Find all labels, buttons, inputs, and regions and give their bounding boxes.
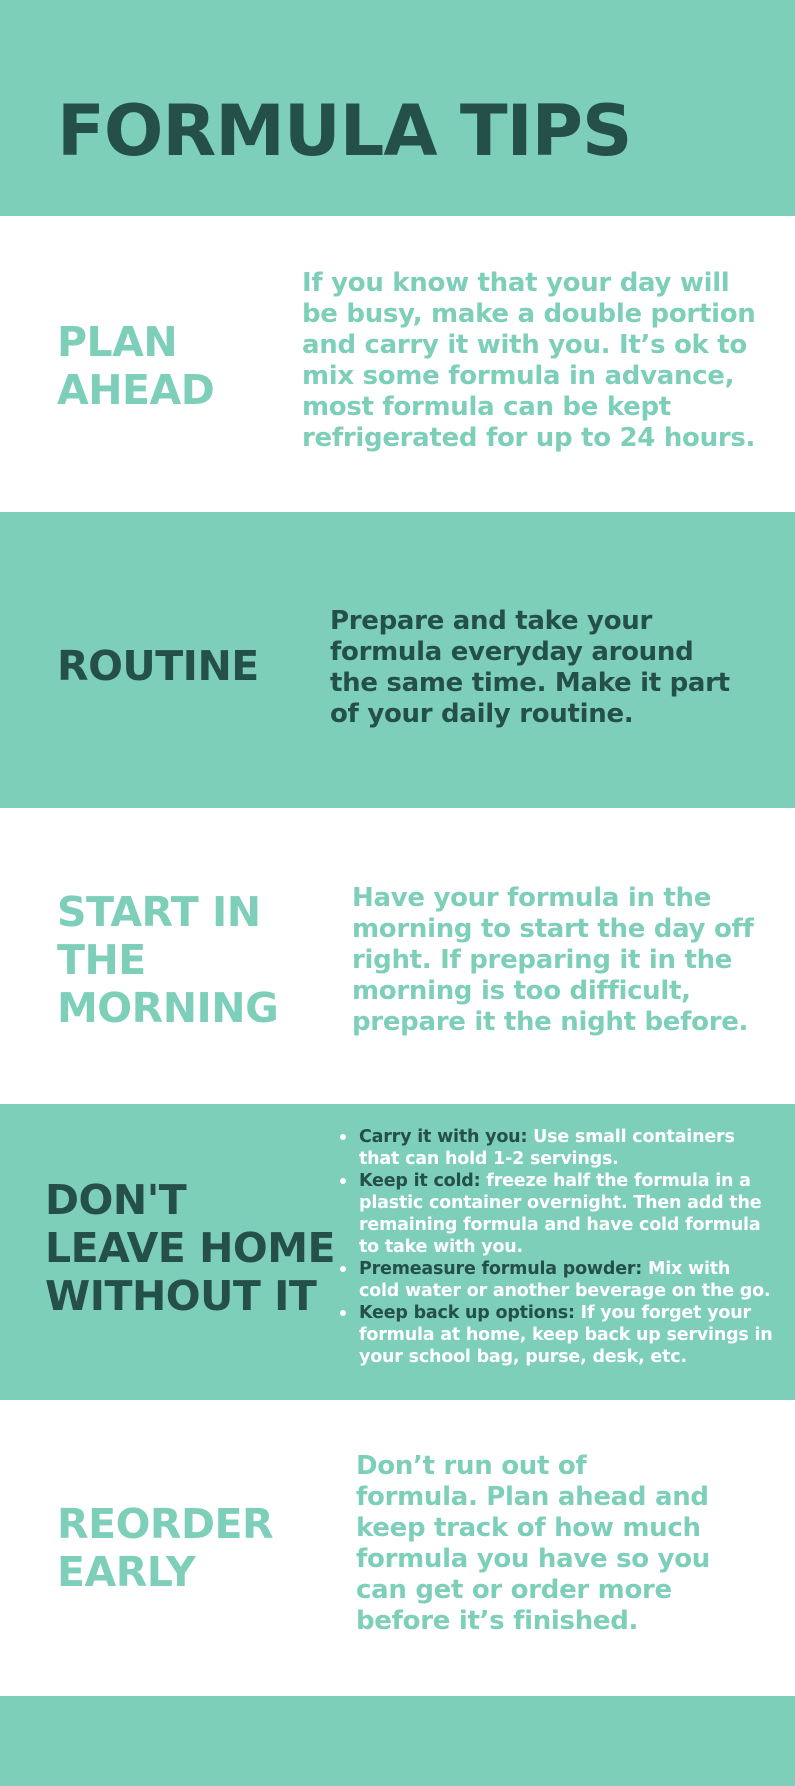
bullet-lead: Premeasure formula powder:: [359, 1259, 643, 1279]
bullet-text: Mix with: [642, 1259, 731, 1279]
text-line: morning to start the day off: [352, 914, 754, 944]
text-line: and carry it with you. It’s ok to: [302, 330, 747, 360]
bullet-text: that can hold 1-2 servings.: [359, 1149, 619, 1169]
heading-line: THE: [57, 936, 146, 984]
text-line: right. If preparing it in the: [352, 945, 733, 975]
bullet-lead: Keep it cold:: [359, 1171, 481, 1191]
bullet-lead: Carry it with you:: [359, 1127, 528, 1147]
bullet-lead: Keep back up options:: [359, 1303, 575, 1323]
heading-line: START IN: [57, 888, 261, 936]
text-line: prepare it the night before.: [352, 1007, 749, 1037]
footer-band: [0, 1696, 795, 1786]
bullet-item: [340, 1170, 780, 1258]
heading-line: ROUTINE: [57, 642, 259, 690]
bullet-text: to take with you.: [359, 1237, 524, 1257]
heading-line: AHEAD: [57, 366, 215, 414]
bullet-text: Use small containers: [527, 1127, 735, 1147]
heading-line: WITHOUT IT: [45, 1272, 317, 1320]
heading-line: LEAVE HOME: [45, 1224, 336, 1272]
text-line: most formula can be kept: [302, 392, 671, 422]
section-heading-plan-ahead: [57, 318, 214, 414]
text-line: refrigerated for up to 24 hours.: [302, 423, 756, 453]
section-heading-reorder: [57, 1500, 273, 1596]
text-line: Prepare and take your: [330, 606, 652, 636]
bullet-item: [340, 1258, 780, 1302]
bullet-text: remaining formula and have cold formula: [359, 1215, 761, 1235]
heading-line: MORNING: [57, 984, 279, 1032]
text-line: keep track of how much: [356, 1513, 701, 1543]
heading-line: EARLY: [57, 1548, 196, 1596]
section-text-routine: [330, 606, 730, 730]
page-title: FORMULA TIPS: [57, 90, 632, 172]
bullet-text: cold water or another beverage on the go.: [359, 1281, 771, 1301]
text-line: of your daily routine.: [330, 699, 634, 729]
text-line: can get or order more: [356, 1575, 672, 1605]
text-line: Don’t run out of: [356, 1451, 587, 1481]
bullet-text: your school bag, purse, desk, etc.: [359, 1347, 687, 1367]
section-text-reorder: [356, 1451, 710, 1637]
bullet-text: If you forget your: [574, 1303, 751, 1323]
text-line: mix some formula in advance,: [302, 361, 735, 391]
bullet-text: formula at home, keep back up servings in: [359, 1325, 773, 1345]
bullet-text: plastic container overnight. Then add the: [359, 1193, 762, 1213]
heading-line: REORDER: [57, 1500, 274, 1548]
section-text-start-morning: [352, 883, 754, 1038]
text-line: formula you have so you: [356, 1544, 710, 1574]
text-line: formula everyday around: [330, 637, 694, 667]
text-line: before it’s finished.: [356, 1606, 639, 1636]
text-line: be busy, make a double portion: [302, 299, 756, 329]
section-text-plan-ahead: [302, 268, 755, 454]
text-line: the same time. Make it part: [330, 668, 730, 698]
text-line: If you know that your day will: [302, 268, 730, 298]
bullet-text: freeze half the formula in a: [480, 1171, 751, 1191]
heading-line: DON'T: [45, 1176, 187, 1224]
section-heading-dont-leave: [45, 1176, 335, 1320]
tips-bullet-list: [340, 1126, 780, 1368]
text-line: formula. Plan ahead and: [356, 1482, 709, 1512]
section-heading-start-morning: [57, 888, 278, 1032]
section-heading-routine: [57, 642, 259, 690]
heading-line: PLAN: [57, 318, 178, 366]
bullet-item: [340, 1126, 780, 1170]
bullet-item: [340, 1302, 780, 1368]
text-line: morning is too difficult,: [352, 976, 691, 1006]
text-line: Have your formula in the: [352, 883, 712, 913]
